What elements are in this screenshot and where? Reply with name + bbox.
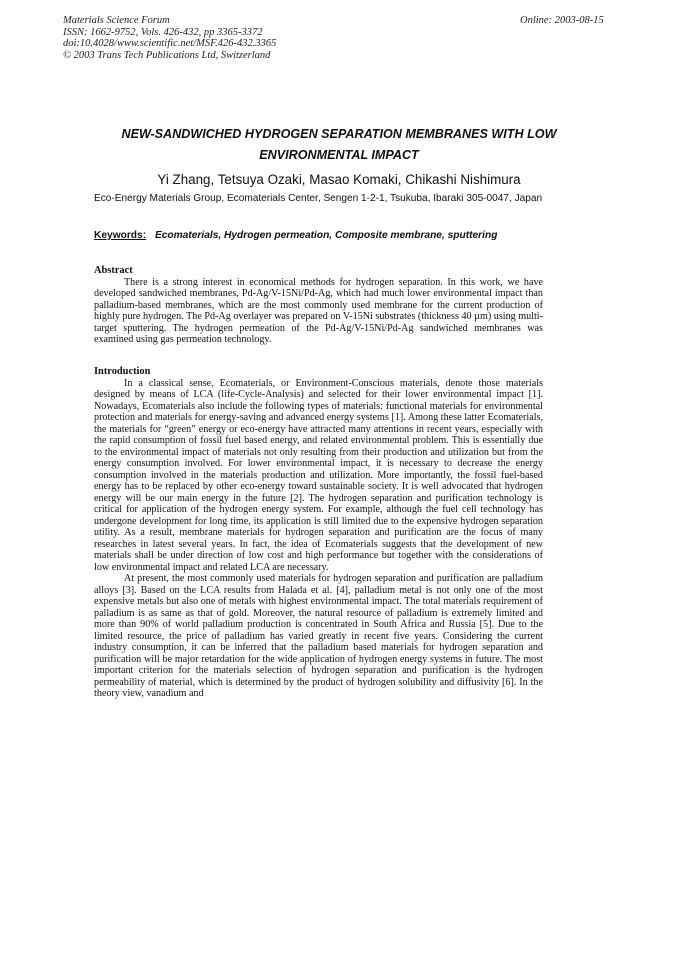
title-line-2: ENVIRONMENTAL IMPACT — [259, 148, 419, 162]
journal-name: Materials Science Forum — [63, 15, 170, 26]
issn-line: ISSN: 1662-9752, Vols. 426-432, pp 3365-3372 — [63, 26, 263, 38]
doi-line: doi:10.4028/www.scientific.net/MSF.426-432.3365 — [63, 38, 277, 49]
introduction-heading: Introduction — [94, 366, 151, 377]
intro-paragraph-2: At present, the most commonly used materials for hydrogen separation and purification are palladium alloys [3]. Based on the LCA results from Halada et al. [4], palladium metal is not only one of the most expensive metals but also one of metals with highest environmental impact. The total materials requirement of palladium is as same as that of gold. Moreover, the natural resource of palladium is extremely limited and more than 90% of world palladium production is concentrated in South Africa and Russia [5]. Due to the limited resource, the price of palladium has varied greatly in recent five years. Considering the current industry consumption, it can be inferred that the palladium based materials for hydrogen separation and purification will be major retardation for the wide application of hydrogen energy systems in future. The most important criterion for the materials selection of hydrogen separation and purification is the hydrogen permeability of material, which is determined by the product of hydrogen solubility and diffusivity [6]. In the theory view, vanadium and — [94, 573, 543, 699]
copyright-line: © 2003 Trans Tech Publications Ltd, Switzerland — [63, 49, 271, 61]
introduction-section — [94, 366, 543, 700]
paper-title — [60, 124, 618, 166]
abstract-section — [94, 265, 543, 346]
online-date: Online: 2003-08-15 — [520, 15, 604, 26]
intro-paragraph-1: In a classical sense, Ecomaterials, or Environment-Conscious materials, denote those materials designed by means of LCA (life-Cycle-Analysis) and selected for their lower environmental impact [1]. Nowadays, Ecomaterials also include the following types of materials: functional materials for environmental protection and materials for energy-saving and advanced energy systems [1]. Among these latter Ecomaterials, the materials for “green” energy or eco-energy have attracted many attentions in recent years, especially with the rapid consumption of fossil fuel based energy, and related environmental problem. This is essentially due to the environmental impact of materials not only resulting from their production and utilization but from the energy consumption involved. For lower environmental impact, it is necessary to decrease the energy consumption involved in the materials production and utilization. More importantly, the fossil fuel-based energy has to be replaced by other eco-energy toward sustainable society. It is well advocated that hydrogen energy will be our main energy in the future [2]. The hydrogen separation and purification technology is critical for application of the hydrogen energy system. For example, although the fuel cell technology has undergone development for long time, its application is still limited due to the expensive hydrogen separation utility. As a result, membrane materials for hydrogen separation and purification are the focus of many researches in latest several years. In fact, the idea of Ecomaterials suggests that the development of new materials shall be under direction of low cost and high performance but together with the considerations of low environmental impact and related LCA are necessary. — [94, 377, 543, 573]
abstract-paragraph: There is a strong interest in economical methods for hydrogen separation. In this work, we have developed sandwiched membranes, Pd-Ag/V-15Ni/Pd-Ag, which had much lower environmental impact than palladium-based membranes, which are the most commonly used membrane for the current production of highly pure hydrogen. The Pd-Ag overlayer was prepared on V-15Ni substrates (thickness 40 µm) using multi-target sputtering. The hydrogen permeation of the Pd-Ag/V-15Ni/Pd-Ag sandwiched membranes was examined using gas permeation technology. — [94, 276, 543, 345]
affiliation: Eco-Energy Materials Group, Ecomaterials Center, Sengen 1-2-1, Tsukuba, Ibaraki 305-0047, Japan — [94, 193, 543, 204]
author-list: Yi Zhang, Tetsuya Ozaki, Masao Komaki, Chikashi Nishimura — [157, 172, 521, 187]
keywords-label: Keywords: — [94, 230, 147, 241]
abstract-heading: Abstract — [94, 265, 133, 276]
keywords-text: Ecomaterials, Hydrogen permeation, Composite membrane, sputtering — [154, 230, 498, 241]
title-line-1: NEW-SANDWICHED HYDROGEN SEPARATION MEMBRANES WITH LOW — [121, 127, 557, 141]
journal-header — [63, 15, 276, 61]
keywords-line — [94, 230, 497, 241]
